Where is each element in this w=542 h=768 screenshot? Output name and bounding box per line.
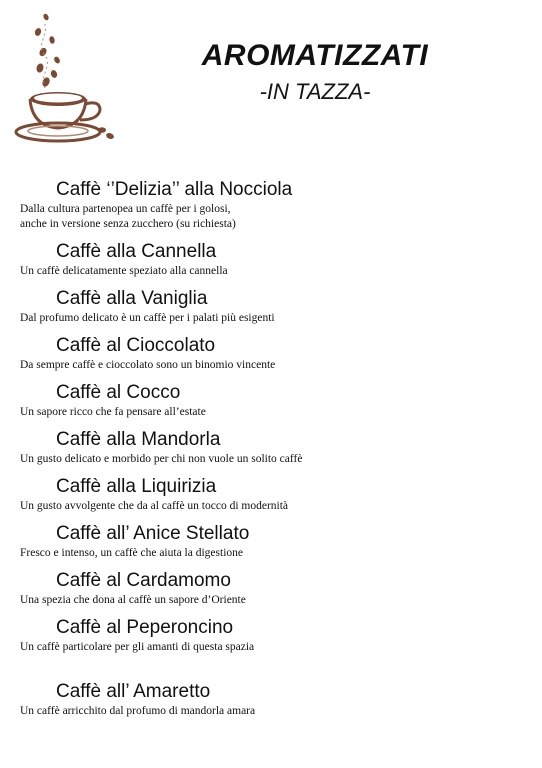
menu-item <box>20 240 520 279</box>
menu-item-name: Caffè ‘’Delizia’’ alla Nocciola <box>56 179 293 200</box>
menu-item <box>20 616 520 655</box>
menu-item <box>20 287 520 326</box>
menu-item-name: Caffè al Peperoncino <box>56 617 234 638</box>
menu-item-description: Un gusto avvolgente che da al caffè un tocco di modernità <box>20 500 289 512</box>
menu-item <box>20 569 520 608</box>
menu-item-name: Caffè al Cocco <box>56 382 181 403</box>
coffee-cup-icon <box>10 8 120 144</box>
menu-item <box>20 178 520 232</box>
menu-item-description: Dal profumo delicato è un caffè per i palati più esigenti <box>20 312 275 324</box>
menu-item-name: Caffè alla Cannella <box>56 241 217 262</box>
menu-item <box>20 680 520 719</box>
menu-item-name: Caffè al Cioccolato <box>56 335 216 356</box>
menu-item-description: Un caffè particolare per gli amanti di questa spazia <box>20 641 255 653</box>
menu-item-name: Caffè alla Mandorla <box>56 429 221 450</box>
menu-item-description: Un gusto delicato e morbido per chi non vuole un solito caffè <box>20 453 303 465</box>
menu-item-name: Caffè all’ Amaretto <box>56 681 211 702</box>
menu-item-name: Caffè alla Vaniglia <box>56 288 208 309</box>
menu-item-description: Da sempre caffè e cioccolato sono un binomio vincente <box>20 359 276 371</box>
page-title: AROMATIZZATI <box>201 39 429 72</box>
menu-item-name: Caffè al Cardamomo <box>56 570 231 591</box>
menu-item-description: Una spezia che dona al caffè un sapore d’Oriente <box>20 594 246 606</box>
menu-item-description: Fresco e intenso, un caffè che aiuta la digestione <box>20 547 243 559</box>
page-subtitle: -IN TAZZA- <box>259 79 371 104</box>
menu-item <box>20 381 520 420</box>
menu-item <box>20 522 520 561</box>
menu-item-name: Caffè alla Liquirizia <box>56 476 217 497</box>
menu-item-description: Un caffè arricchito dal profumo di mandorla amara <box>20 705 256 717</box>
menu-item <box>20 475 520 514</box>
menu-list <box>20 178 520 719</box>
menu-item-description: Un sapore ricco che fa pensare all’estate <box>20 406 206 418</box>
menu-item-description: Dalla cultura partenopea un caffè per i golosi, anche in versione senza zucchero (su richiesta) <box>20 203 236 230</box>
menu-item-description: Un caffè delicatamente speziato alla cannella <box>20 265 228 277</box>
menu-item <box>20 428 520 467</box>
menu-item-name: Caffè all’ Anice Stellato <box>56 523 250 544</box>
menu-item <box>20 334 520 373</box>
